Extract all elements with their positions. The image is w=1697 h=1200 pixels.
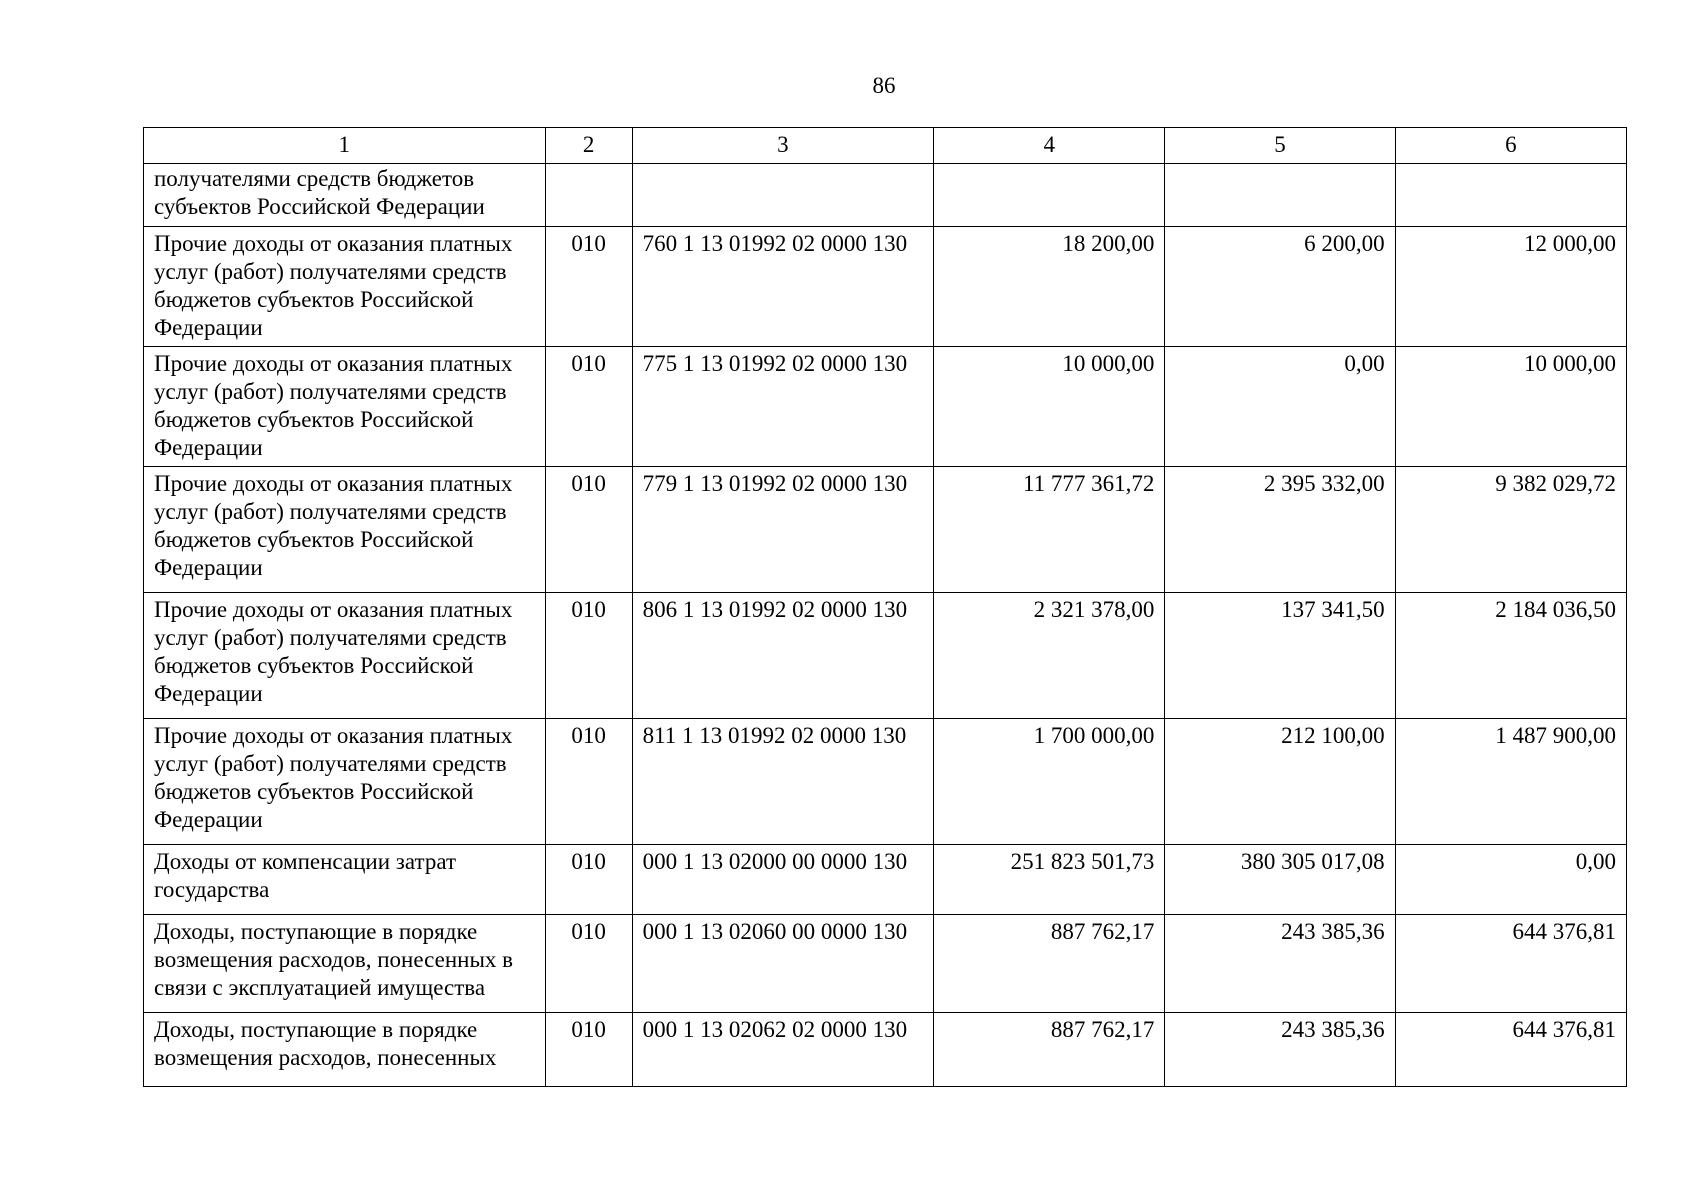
row-col6: 10 000,00 — [1395, 347, 1626, 467]
row-kbk: 000 1 13 02000 00 0000 130 — [632, 845, 933, 915]
row-code: 010 — [545, 845, 632, 915]
table-row — [144, 227, 1627, 347]
row-col5: 137 341,50 — [1165, 593, 1395, 719]
revenue-table — [143, 127, 1627, 1087]
row-kbk: 000 1 13 02062 02 0000 130 — [632, 1013, 933, 1087]
row-code: 010 — [545, 467, 632, 593]
row-col4: 887 762,17 — [934, 915, 1165, 1013]
column-header-2: 2 — [545, 128, 632, 164]
table-row — [144, 467, 1627, 593]
row-col4: 1 700 000,00 — [934, 719, 1165, 845]
column-header-6: 6 — [1395, 128, 1626, 164]
row-col5: 0,00 — [1165, 347, 1395, 467]
row-name: Прочие доходы от оказания платных услуг (работ) получателями средств бюджетов субъектов Российской Федерации — [144, 467, 546, 593]
row-kbk: 806 1 13 01992 02 0000 130 — [632, 593, 933, 719]
row-name: Доходы, поступающие в порядке возмещения расходов, понесенных — [144, 1013, 546, 1087]
row-code: 010 — [545, 915, 632, 1013]
row-name: получателями средств бюджетов субъектов Российской Федерации — [144, 164, 546, 227]
row-kbk: 811 1 13 01992 02 0000 130 — [632, 719, 933, 845]
row-name: Доходы, поступающие в порядке возмещения расходов, понесенных в связи с эксплуатацией имущества — [144, 915, 546, 1013]
row-col4: 887 762,17 — [934, 1013, 1165, 1087]
page-number: 86 — [872, 73, 896, 98]
table-row — [144, 845, 1627, 915]
row-name: Прочие доходы от оказания платных услуг (работ) получателями средств бюджетов субъектов Российской Федерации — [144, 719, 546, 845]
row-col5: 243 385,36 — [1165, 1013, 1395, 1087]
row-name: Прочие доходы от оказания платных услуг (работ) получателями средств бюджетов субъектов Российской Федерации — [144, 593, 546, 719]
table-row — [144, 164, 1627, 227]
column-header-1: 1 — [144, 128, 546, 164]
row-kbk: 760 1 13 01992 02 0000 130 — [632, 227, 933, 347]
column-header-4: 4 — [934, 128, 1165, 164]
table-header-row — [144, 128, 1627, 164]
row-name: Прочие доходы от оказания платных услуг (работ) получателями средств бюджетов субъектов Российской Федерации — [144, 347, 546, 467]
row-kbk: 775 1 13 01992 02 0000 130 — [632, 347, 933, 467]
row-code — [545, 164, 632, 227]
row-col6: 9 382 029,72 — [1395, 467, 1626, 593]
row-col5: 6 200,00 — [1165, 227, 1395, 347]
row-col4: 11 777 361,72 — [934, 467, 1165, 593]
row-code: 010 — [545, 1013, 632, 1087]
row-col6: 2 184 036,50 — [1395, 593, 1626, 719]
row-name: Прочие доходы от оказания платных услуг (работ) получателями средств бюджетов субъектов Российской Федерации — [144, 227, 546, 347]
row-code: 010 — [545, 347, 632, 467]
table-row — [144, 1013, 1627, 1087]
row-col6: 1 487 900,00 — [1395, 719, 1626, 845]
row-col5: 2 395 332,00 — [1165, 467, 1395, 593]
row-col5 — [1165, 164, 1395, 227]
row-col4: 10 000,00 — [934, 347, 1165, 467]
table-row — [144, 915, 1627, 1013]
row-col6: 12 000,00 — [1395, 227, 1626, 347]
row-col6: 0,00 — [1395, 845, 1626, 915]
row-code: 010 — [545, 593, 632, 719]
column-header-5: 5 — [1165, 128, 1395, 164]
row-kbk: 000 1 13 02060 00 0000 130 — [632, 915, 933, 1013]
row-kbk — [632, 164, 933, 227]
table-row — [144, 593, 1627, 719]
row-code: 010 — [545, 227, 632, 347]
row-kbk: 779 1 13 01992 02 0000 130 — [632, 467, 933, 593]
row-col5: 243 385,36 — [1165, 915, 1395, 1013]
row-col6: 644 376,81 — [1395, 1013, 1626, 1087]
row-col4: 18 200,00 — [934, 227, 1165, 347]
row-col5: 380 305 017,08 — [1165, 845, 1395, 915]
row-col6 — [1395, 164, 1626, 227]
row-col6: 644 376,81 — [1395, 915, 1626, 1013]
table-row — [144, 719, 1627, 845]
column-header-3: 3 — [632, 128, 933, 164]
row-col4 — [934, 164, 1165, 227]
row-name: Доходы от компенсации затрат государства — [144, 845, 546, 915]
row-code: 010 — [545, 719, 632, 845]
row-col4: 2 321 378,00 — [934, 593, 1165, 719]
row-col5: 212 100,00 — [1165, 719, 1395, 845]
row-col4: 251 823 501,73 — [934, 845, 1165, 915]
table-row — [144, 347, 1627, 467]
